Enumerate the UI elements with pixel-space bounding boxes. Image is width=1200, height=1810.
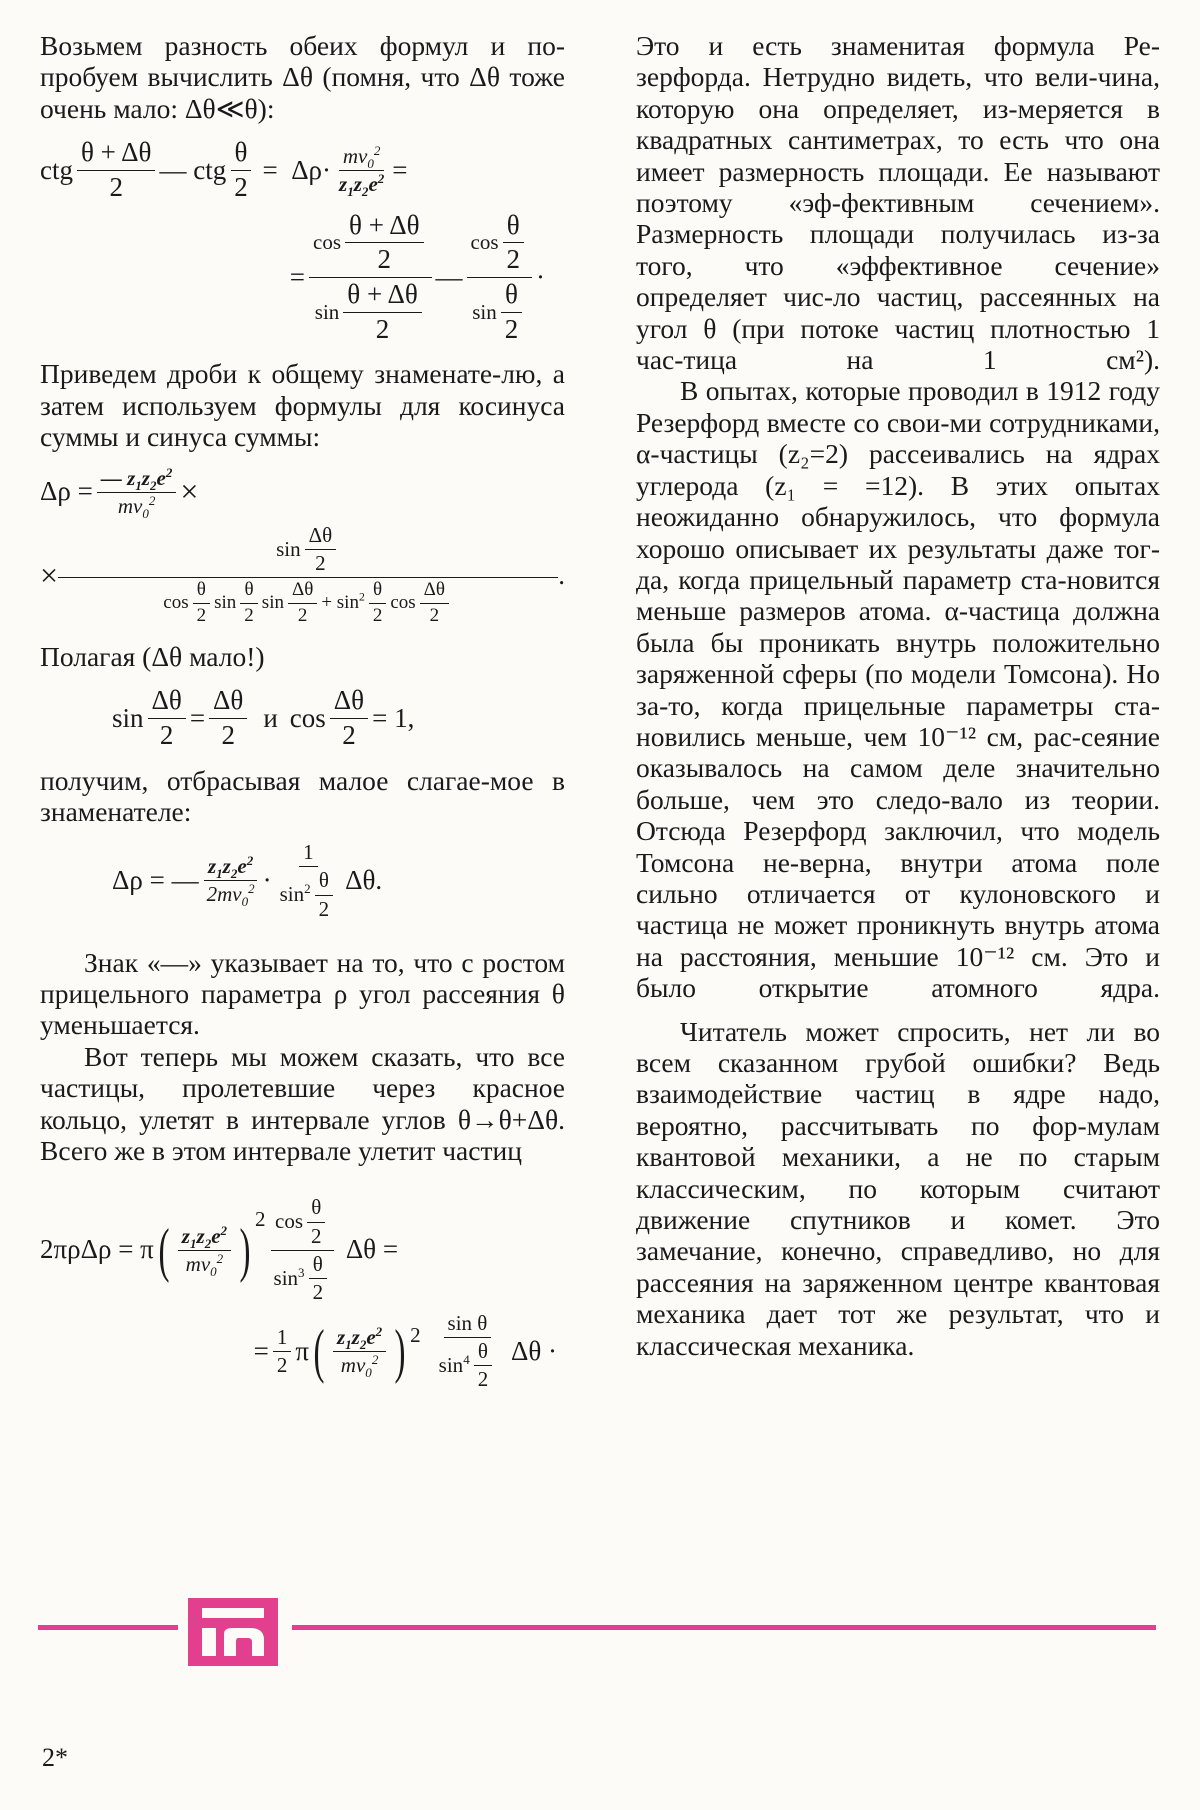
- left-paragraph-6: Вот теперь мы можем сказать, что все частицы, пролетевшие через красное кольцо, улетят в интервале углов θ→θ+Δθ. Всего же в этом интервале улетит частиц: [40, 1040, 565, 1167]
- left-paragraph-3: Полагая (Δθ мало!): [40, 640, 265, 672]
- right-paragraph-1: Это и есть знаменитая формула Ре-зерфорда. Нетрудно видеть, что вели-чина, которую она определяет, из-меряется в квадратных сантиметрах, то есть что она имеет размерность площади. Ее называют поэтому «эф-фективным сечением». Размерность площади получилась из-за того, что «эффективное сечение» определяет чис-ло частиц, рассеянных на угол θ (при потоке частиц плотностью 1 час-тица на 1 см²).: [636, 30, 1160, 376]
- left-paragraph-1: Возьмем разность обеих формул и по-пробуем вычислить Δθ (помня, что Δθ тоже очень мало: Δθ≪θ):: [40, 30, 565, 124]
- decorative-rule-left: [38, 1625, 178, 1630]
- left-paragraph-5: Знак «—» указывает на то, что с ростом прицельного параметра ρ угол рассеяния θ уменьшается.: [40, 946, 565, 1041]
- formula-two-pi-rho: 2πρΔρ = π ( $\frac{z_1z_2e^2}{mv_0^2}$ ) 2 cos $\frac{\theta}{2}$ $\sin^3$ $\frac{\theta}{2}$ Δθ = = $\frac{1}{2}$ π ( $\frac{z_1z_2e^2}{mv_0^2}$ ) 2 sin θ $\sin^4$ $\frac{\theta}{2}$ Δθ ·: [40, 1195, 557, 1391]
- left-paragraph-2: Приведем дроби к общему знаменате-лю, а затем используем формулы для косинуса суммы и синуса суммы:: [40, 358, 565, 453]
- section-logo-icon: [188, 1598, 278, 1666]
- decorative-rule-right: [292, 1625, 1156, 1630]
- right-paragraph-3: Читатель может спросить, нет ли во всем сказанном грубой ошибки? Ведь взаимодействие частиц в ядре надо, вероятно, рассчитывать по фор-мулам квантовой механики, а не по старым классическим, по которым считают движение спутников и комет. Это замечание, конечно, справедливо, но для рассеяния на заряженном центре квантовая механика дает тот же результат, что и классическая механика.: [636, 1015, 1160, 1361]
- formula-ctg-difference: ctg $\frac{\theta + \Delta\theta}{2}$ — ctg $\frac{\theta}{2}$ = Δρ· $\frac{mv_0^2}{z_1z_2e^2}$ = = cos $\frac{\theta + \Delta\theta}{2}$ sin $\frac{\theta + \Delta\theta}{2}$ — cos $\frac{\theta}{2}$ sin $\frac{\theta}{2}$ ·: [40, 137, 545, 344]
- formula-delta-rho-result: Δρ = — $\frac{z_1z_2e^2}{2mv_0^2}$ · 1 $\sin^2$ $\frac{\theta}{2}$ Δθ.: [112, 840, 383, 921]
- right-paragraph-2: В опытах, которые проводил в 1912 году Резерфорд вместе со свои-ми сотрудниками, α-частицы (z₂=2) рассеивались на ядрах углерода (z₁ = =12). В этих опытах неожиданно обнаружилось, что формула хорошо описывает их результаты даже тог-да, когда прицельный параметр ста-новится меньше размеров атома. α-частица должна была бы проникать внутрь положительно заряженной сферы (по модели Томсона). Но за-то, когда прицельные параметры ста-новились меньше, чем 10⁻¹² см, рас-сеяние оказывалось на самом деле значительно больше, чем это следо-вало из теории. Отсюда Резерфорд заключил, что модель Томсона не-верна, внутри атома поле сильно отличается от кулоновского и частица не может проникнуть внутрь атома на расстояния, меньшие 10⁻¹² см. Это и было открытие атомного ядра.: [636, 375, 1160, 1004]
- right-column: [636, 30, 1160, 1361]
- and-word: и: [263, 702, 278, 733]
- formula-small-angle: sin $\frac{\Delta\theta}{2}$ = $\frac{\Delta\theta}{2}$ и cos $\frac{\Delta\theta}{2}$ = 1,: [112, 685, 415, 750]
- page-number: 2*: [42, 1743, 68, 1772]
- left-column: [40, 30, 565, 1405]
- left-paragraph-4: получим, отбрасывая малое слагае-мое в знаменателе:: [40, 764, 565, 827]
- formula-delta-rho: Δρ = $\frac{— z_1z_2e^2}{mv_0^2}$ × × sin $\frac{\Delta\theta}{2}$ cos $\frac{\theta}{2}$ sin $\frac{\theta}{2}$ sin $\frac{\Delta\theta}{2}$ + $\sin^2$ $\frac{\theta}{2}$ cos $\frac{\Delta\theta}{2}$ .: [40, 464, 565, 626]
